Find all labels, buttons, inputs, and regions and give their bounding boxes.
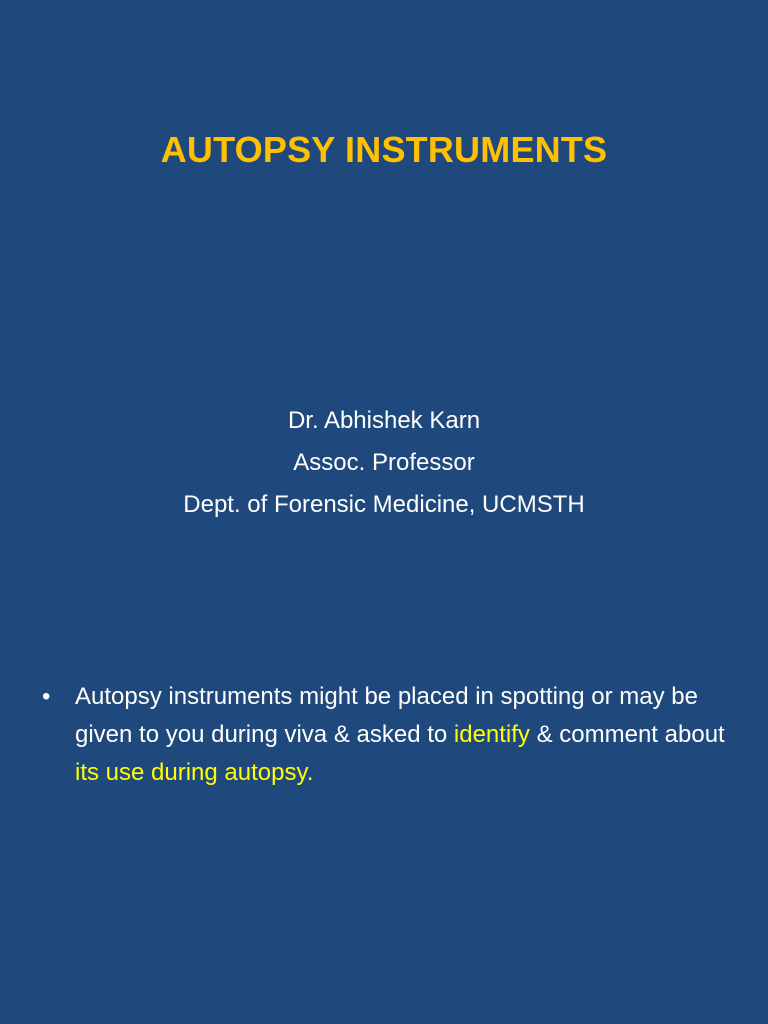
slide-title: AUTOPSY INSTRUMENTS [160,129,608,170]
author-department: Dept. of Forensic Medicine, UCMSTH [183,491,585,518]
bullet-highlight-use: its use during autopsy. [75,759,314,786]
author-block [0,400,768,526]
bullet-icon: • [42,683,51,710]
bullet-text-part-1: Autopsy instruments might be placed in spotting or may be given to you during viva & asked to [75,683,698,748]
author-position: Assoc. Professor [293,449,475,476]
bullet-text-part-2: & comment about [529,721,725,748]
bullet-highlight-identify: identify [453,721,530,748]
bullet-item [40,678,730,792]
bullet-text [75,678,730,792]
author-name: Dr. Abhishek Karn [287,407,481,434]
